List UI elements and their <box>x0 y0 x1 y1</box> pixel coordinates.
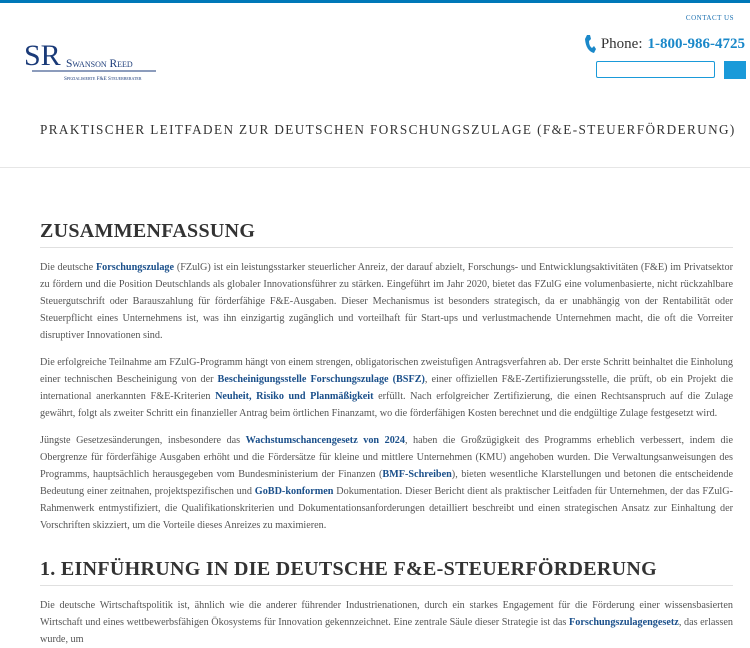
link-bmf-schreiben[interactable]: BMF-Schreiben <box>382 469 452 480</box>
link-forschungszulage[interactable]: Forschungszulage <box>95 262 175 273</box>
phone-icon <box>584 34 596 54</box>
top-accent-bar <box>0 0 750 3</box>
link-forschungszulagengesetz[interactable]: Forschungszulagengesetz <box>569 617 679 628</box>
logo-name: Swanson Reed <box>66 58 133 70</box>
link-criteria[interactable]: Neuheit, Risiko und Planmäßigkeit <box>215 391 374 402</box>
intro-heading: 1. EINFÜHRUNG IN DIE DEUTSCHE F&E-STEUERFÖRDERUNG <box>40 558 733 586</box>
summary-heading: ZUSAMMENFASSUNG <box>40 220 733 248</box>
logo-initials: SR <box>24 39 61 72</box>
link-gobd[interactable]: GoBD-konformen <box>254 486 334 497</box>
page-title: PRAKTISCHER LEITFADEN ZUR DEUTSCHEN FORSCHUNGSZULAGE (F&E-STEUERFÖRDERUNG) <box>40 122 736 137</box>
summary-paragraph-3: Jüngste Gesetzesänderungen, insbesondere das Wachstumschancengesetz von 2024, haben die Großzügigkeit des Programms erheblich verbessert, indem die Obergrenze für förderfähige Ausgaben erhöht und die Fördersätze für kleine und mittlere Unternehmen (KMU) angehoben wurden. Die Verwaltungsanweisungen des Programms, hauptsächlich herausgegeben vom Bundesministerium der Finanzen (BMF-Schreiben), bieten wesentliche Klarstellungen und betonen die entscheidende Bedeutung einer zeitnahen, projektspezifischen und GoBD-konformen Dokumentation. Dieser Bericht dient als praktischer Leitfaden für Unternehmen, der das FZulG-Rahmenwerk entmystifiziert, die Qualifikationskriterien und Dokumentationsanforderungen detailliert beschreibt und einen strategischen Ansatz zur Einhaltung der Vorschriften skizziert, um die Vorteile dieses Anreizes zu maximieren. <box>40 435 734 531</box>
summary-paragraph-1: Die deutsche Forschungszulage (FZulG) ist ein leistungsstarker steuerlicher Anreiz, der darauf abzielt, Forschungs- und Entwicklungsaktivitäten (F&E) im Privatsektor zu fördern und die Position Deutschlands als globaler Innovationsführer zu stärken. Eingeführt im Jahr 2020, bietet das FZulG eine volumenbasierte, nicht rückzahlbare Steuergutschrift oder Barauszahlung für förderfähige F&E-Ausgaben. Dieser Mechanismus ist besonders strategisch, da er unabhängig von der Rentabilität oder Steuerpflicht eines Unternehmens ist, was ihn einzigartig zugänglich und vorteilhaft für Start-ups und verlustmachende Unternehmen macht, die oft die Vorreiter disruptiver Innovationen sind. <box>40 262 733 341</box>
phone-number[interactable]: 1-800-986-4725 <box>647 35 745 52</box>
phone-label: Phone: <box>600 35 643 52</box>
search-button[interactable] <box>724 61 746 79</box>
intro-paragraph-1: Die deutsche Wirtschaftspolitik ist, ähnlich wie die anderer führender Industrienationen, durch ein starkes Engagement für die Förderung einer wissensbasierten Wirtschaft und eines wettbewerbsfähigen Ökosystems für Innovation gekennzeichnet. Eine zentrale Säule dieser Strategie ist das Forschungszulagengesetz, das erlassen wurde, um <box>40 600 733 645</box>
phone-block <box>584 34 745 54</box>
search-input[interactable] <box>596 61 715 78</box>
header-divider <box>0 167 750 168</box>
article-content <box>40 220 733 648</box>
logo-mark <box>24 37 159 85</box>
link-bsfz[interactable]: Bescheinigungsstelle Forschungszulage (BSFZ) <box>217 374 425 385</box>
contact-us-link[interactable]: CONTACT US <box>685 14 734 22</box>
link-wachstumschancengesetz[interactable]: Wachstumschancengesetz von 2024 <box>245 435 405 446</box>
summary-paragraph-2: Die erfolgreiche Teilnahme am FZulG-Programm hängt von einem strengen, obligatorischen zweistufigen Antragsverfahren ab. Der erste Schritt beinhaltet die Einholung einer technischen Bescheinigung von der Bescheinigungsstelle Forschungszulage (BSFZ), einer offiziellen F&E-Zertifizierungsstelle, die prüft, ob ein Projekt die international anerkannten F&E-Kriterien Neuheit, Risiko und Planmäßigkeit erfüllt. Nach erfolgreicher Zertifizierung, die einen Rechtsanspruch auf die Zulage gewährt, folgt als zweiter Schritt ein finanzieller Antrag beim örtlichen Finanzamt, wo die förderfähigen Kosten berechnet und die endgültige Zulage festgesetzt wird. <box>40 357 734 419</box>
logo-tagline: Spezialisierte F&E Steuerberater <box>64 76 142 82</box>
logo[interactable] <box>24 37 159 85</box>
